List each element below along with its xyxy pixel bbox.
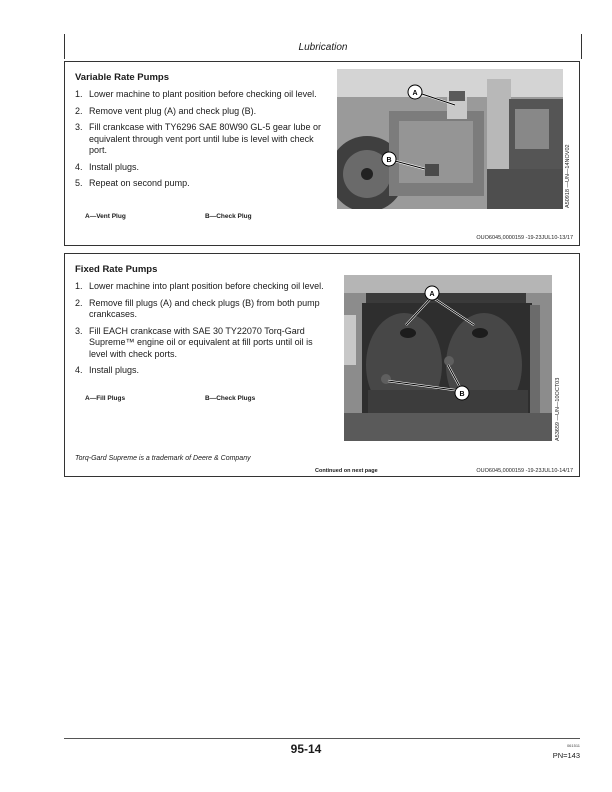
list-item	[75, 178, 330, 190]
step-text: Lower machine into plant position before checking oil level.	[89, 281, 324, 291]
callout-a: A	[412, 90, 418, 97]
step-number: 5.	[75, 178, 83, 188]
step-text: Lower machine to plant position before checking oil level.	[89, 89, 317, 99]
list-item	[75, 89, 330, 101]
list-item	[75, 365, 330, 377]
page-number: 95-14	[290, 742, 322, 756]
section-fixed-rate-pumps	[64, 253, 580, 477]
step-text: Install plugs.	[89, 161, 140, 172]
step-text: Install plugs.	[89, 365, 140, 375]
legend-b: B—Check Plugs	[205, 395, 256, 402]
step-number: 3.	[75, 122, 83, 132]
step-text: Repeat on second pump.	[89, 178, 190, 188]
continued-note: Continued on next page	[315, 468, 378, 474]
step-number: 3.	[75, 325, 83, 336]
callout-b: B	[386, 157, 392, 164]
pump-photo	[344, 275, 552, 441]
page-title: Lubrication	[298, 42, 348, 53]
step-text: Remove fill plugs (A) and check plugs (B) from both pump crankcases.	[89, 297, 320, 319]
reference-code: OUO6045,0000159 -19-23JUL10-14/17	[476, 468, 573, 474]
reference-code: OUO6045,0000159 -19-23JUL10-13/17	[476, 235, 573, 241]
legend-a: A—Fill Plugs	[85, 395, 126, 402]
section-heading: Variable Rate Pumps	[75, 72, 169, 83]
trademark-note: Torq-Gard Supreme is a trademark of Deere & Company	[75, 455, 251, 462]
list-item	[75, 106, 330, 118]
section-heading: Fixed Rate Pumps	[75, 264, 158, 275]
callout-a: A	[429, 291, 435, 298]
steps-list	[75, 281, 330, 382]
section-variable-rate-pumps	[64, 61, 580, 246]
legend-b: B—Check Plug	[205, 213, 252, 220]
step-number: 2.	[75, 297, 83, 308]
step-number: 4.	[75, 161, 83, 172]
figure-id: A50918 —UN—14NOV02	[565, 144, 571, 208]
step-number: 1.	[75, 281, 83, 291]
steps-list	[75, 89, 330, 195]
step-text: Remove vent plug (A) and check plug (B).	[89, 105, 257, 116]
step-text: Fill EACH crankcase with SAE 30 TY22070 Torq-Gard Supreme™ engine oil or equivalent at fill ports until oil is level with check ports.	[89, 325, 313, 359]
pump-photo	[337, 69, 563, 209]
list-item	[75, 281, 330, 293]
step-number: 1.	[75, 89, 83, 99]
callout-b: B	[459, 391, 465, 398]
step-number: 2.	[75, 105, 83, 116]
pn-number: PN=143	[552, 751, 580, 760]
footer-date-code: 061511	[566, 743, 580, 748]
step-text: Fill crankcase with TY6296 SAE 80W90 GL-5 gear lube or equivalent through vent port until lube is level with check port.	[89, 122, 321, 155]
list-item	[75, 326, 330, 361]
footer-divider	[64, 738, 580, 739]
step-number: 4.	[75, 365, 83, 375]
legend-a: A—Vent Plug	[85, 213, 126, 220]
list-item	[75, 162, 330, 174]
list-item	[75, 122, 330, 157]
figure-id: A53659 —UN—10OCT03	[555, 377, 561, 441]
list-item	[75, 298, 330, 321]
page-header	[64, 34, 582, 59]
